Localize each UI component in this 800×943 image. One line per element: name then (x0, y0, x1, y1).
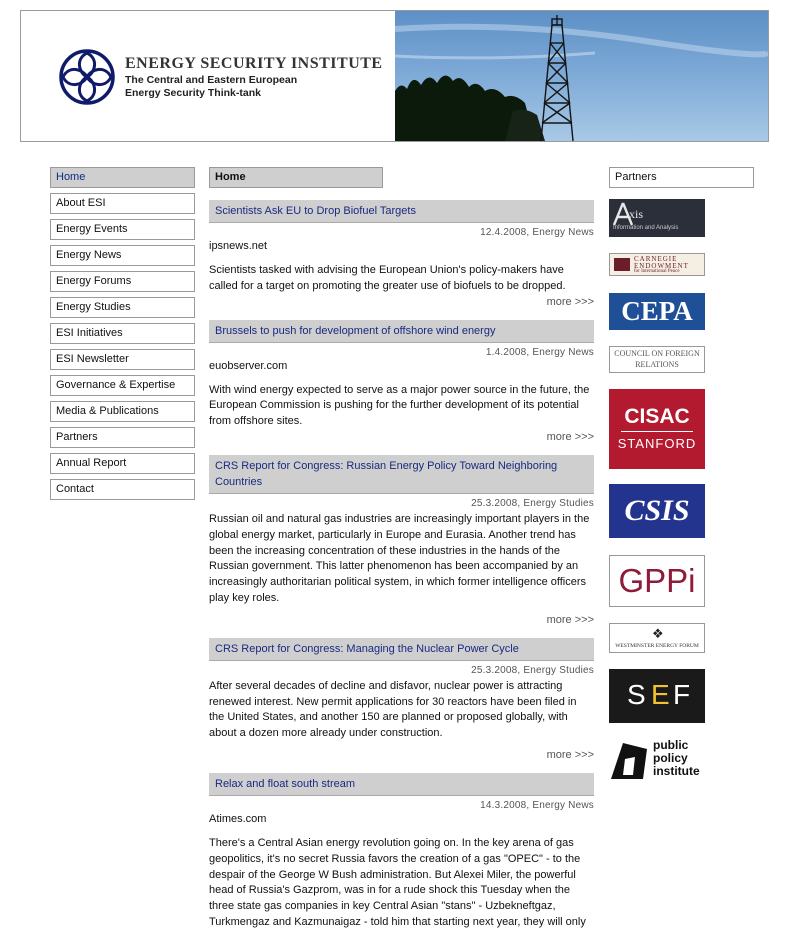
nav-item-home[interactable]: Home (50, 167, 195, 188)
article-date-category: 1.4.2008, Energy News (485, 346, 594, 358)
news-article (209, 320, 594, 443)
nav-item-governance-expertise[interactable]: Governance & Expertise (50, 375, 195, 396)
left-navigation (50, 167, 195, 505)
ppi-emblem-icon (609, 739, 649, 781)
partner-logo-cepa[interactable] (609, 293, 705, 330)
article-summary: Scientists tasked with advising the European Union's policy-makers have called for a target on promoting the greater use of biofuels to be dropped. (209, 264, 566, 292)
article-title-link[interactable]: CRS Report for Congress: Managing the Nuclear Power Cycle (209, 638, 594, 661)
cfr-logo-text: COUNCIL ON FOREIGN (614, 349, 700, 358)
brand-subtitle-line-1: The Central and Eastern European (125, 74, 298, 86)
sef-logo-text-e: E (651, 679, 670, 710)
nav-item-energy-news[interactable]: Energy News (50, 245, 195, 266)
article-date-category: 14.3.2008, Energy News (480, 799, 594, 811)
partner-logo-csis[interactable] (609, 484, 705, 538)
carnegie-mark-icon (614, 258, 630, 271)
csis-logo-text: CSIS (624, 494, 690, 527)
sef-logo-text-s: S (627, 679, 646, 710)
article-summary: Russian oil and natural gas industries are increasingly important players in the global energy market, particularly in Europe and Eurasia. Another trend has been the increasing concentration of these industries in the hands of the Russian government. This latter phenomenon has been accompanied by an increasingly authoritarian political system, in which former intelligence officers play key roles. (209, 512, 590, 604)
news-article (209, 773, 594, 931)
header-brand[interactable] (21, 11, 395, 141)
article-source: euobserver.com (209, 359, 288, 372)
nav-item-energy-events[interactable]: Energy Events (50, 219, 195, 240)
article-summary: There's a Central Asian energy revolution going on. In the key arena of gas geopolitics, it's no secret Russia favors the creation of a gas "OPEC" - to the despair of the George W Bush administration. But Alexei Miler, the powerful head of Russia's Gazprom, was in for a rude shock this Tuesday when the three state gas companies in key Central Asian "stans" - Uzbekneftgaz, Turkmengaz and Kazmunaigaz - told him that starting next year, they will only (209, 836, 586, 928)
carnegie-logo-text-2: ENDOWMENT (634, 262, 689, 270)
cisac-logo-subtext: STANFORD (617, 436, 697, 451)
nav-item-annual-report[interactable]: Annual Report (50, 453, 195, 474)
partner-logo-cisac[interactable] (609, 389, 705, 469)
brand-title: ENERGY SECURITY INSTITUTE (125, 55, 383, 72)
nav-item-esi-newsletter[interactable]: ESI Newsletter (50, 349, 195, 370)
article-source: ipsnews.net (209, 240, 268, 252)
article-title-link[interactable]: CRS Report for Congress: Russian Energy Policy Toward Neighboring Countries (209, 455, 594, 494)
cisac-logo-text: CISAC (624, 405, 690, 428)
cepa-logo-text: CEPA (621, 296, 693, 326)
read-more-link[interactable]: more >>> (546, 748, 594, 761)
article-date-category: 12.4.2008, Energy News (480, 227, 594, 238)
article-title-link[interactable]: Scientists Ask EU to Drop Biofuel Targets (209, 200, 594, 223)
ppi-logo-text-2: policy (653, 751, 688, 765)
oil-derrick-photo-icon (395, 11, 768, 141)
gppi-logo-text: GPPi (618, 562, 696, 599)
partner-logo-cfr[interactable] (609, 346, 705, 373)
article-date-category: 25.3.2008, Energy Studies (471, 497, 594, 509)
read-more-link[interactable]: more >>> (546, 295, 594, 308)
sef-logo-text-f: F (673, 679, 691, 710)
carnegie-logo-text: CARNEGIE (634, 255, 678, 263)
cfr-logo-text-2: RELATIONS (635, 360, 679, 369)
site-header (20, 10, 769, 142)
nav-item-energy-forums[interactable]: Energy Forums (50, 271, 195, 292)
article-summary: After several decades of decline and disfavor, nuclear power is attracting renewed interest. New permit applications for 30 reactors have been filed in the United States, and another 150 are planned or proposed globally, with about a dozen more already under construction. (209, 679, 577, 740)
news-article (209, 455, 594, 626)
nav-item-media-publications[interactable]: Media & Publications (50, 401, 195, 422)
wef-logo-text: WESTMINSTER ENERGY FORUM (615, 643, 699, 649)
header-photo (395, 11, 768, 141)
nav-item-contact[interactable]: Contact (50, 479, 195, 500)
news-article (209, 638, 594, 761)
ppi-logo-text-1: public (653, 738, 689, 752)
partner-logo-sef[interactable] (609, 669, 705, 723)
news-article (209, 200, 594, 308)
cisac-divider (621, 431, 693, 432)
partner-logo-axis[interactable] (609, 199, 705, 237)
article-summary: With wind energy expected to serve as a major power source in the future, the European Commission is pushing for the further development of its potential from offshore sites. (209, 383, 590, 428)
read-more-link[interactable]: more >>> (546, 430, 594, 443)
axis-logo-text: xis (629, 207, 644, 221)
axis-logo-subtext: Information and Analysis (613, 225, 679, 231)
wef-emblem-icon: ❖ (652, 626, 664, 641)
page-title: Home (209, 167, 383, 188)
article-title-link[interactable]: Relax and float south stream (209, 773, 594, 796)
brand-subtitle-line-2: Energy Security Think-tank (125, 87, 261, 99)
esi-logo-icon (57, 47, 117, 107)
nav-item-energy-studies[interactable]: Energy Studies (50, 297, 195, 318)
article-date-category: 25.3.2008, Energy Studies (471, 664, 594, 676)
nav-item-about-esi[interactable]: About ESI (50, 193, 195, 214)
partners-sidebar (609, 167, 755, 778)
carnegie-logo-text-3: for International Peace (634, 269, 680, 274)
partner-logo-public-policy-institute[interactable] (609, 737, 709, 783)
main-content (209, 167, 594, 943)
partner-logo-westminster-energy-forum[interactable] (609, 623, 705, 653)
nav-item-esi-initiatives[interactable]: ESI Initiatives (50, 323, 195, 344)
partner-logo-gppi[interactable] (609, 555, 705, 607)
article-title-link[interactable]: Brussels to push for development of offshore wind energy (209, 320, 594, 343)
ppi-logo-text-3: institute (653, 764, 700, 778)
article-source: Atimes.com (209, 812, 267, 825)
read-more-link[interactable]: more >>> (546, 613, 594, 626)
nav-item-partners[interactable]: Partners (50, 427, 195, 448)
partners-heading: Partners (609, 167, 754, 188)
partner-logo-carnegie[interactable] (609, 253, 705, 276)
